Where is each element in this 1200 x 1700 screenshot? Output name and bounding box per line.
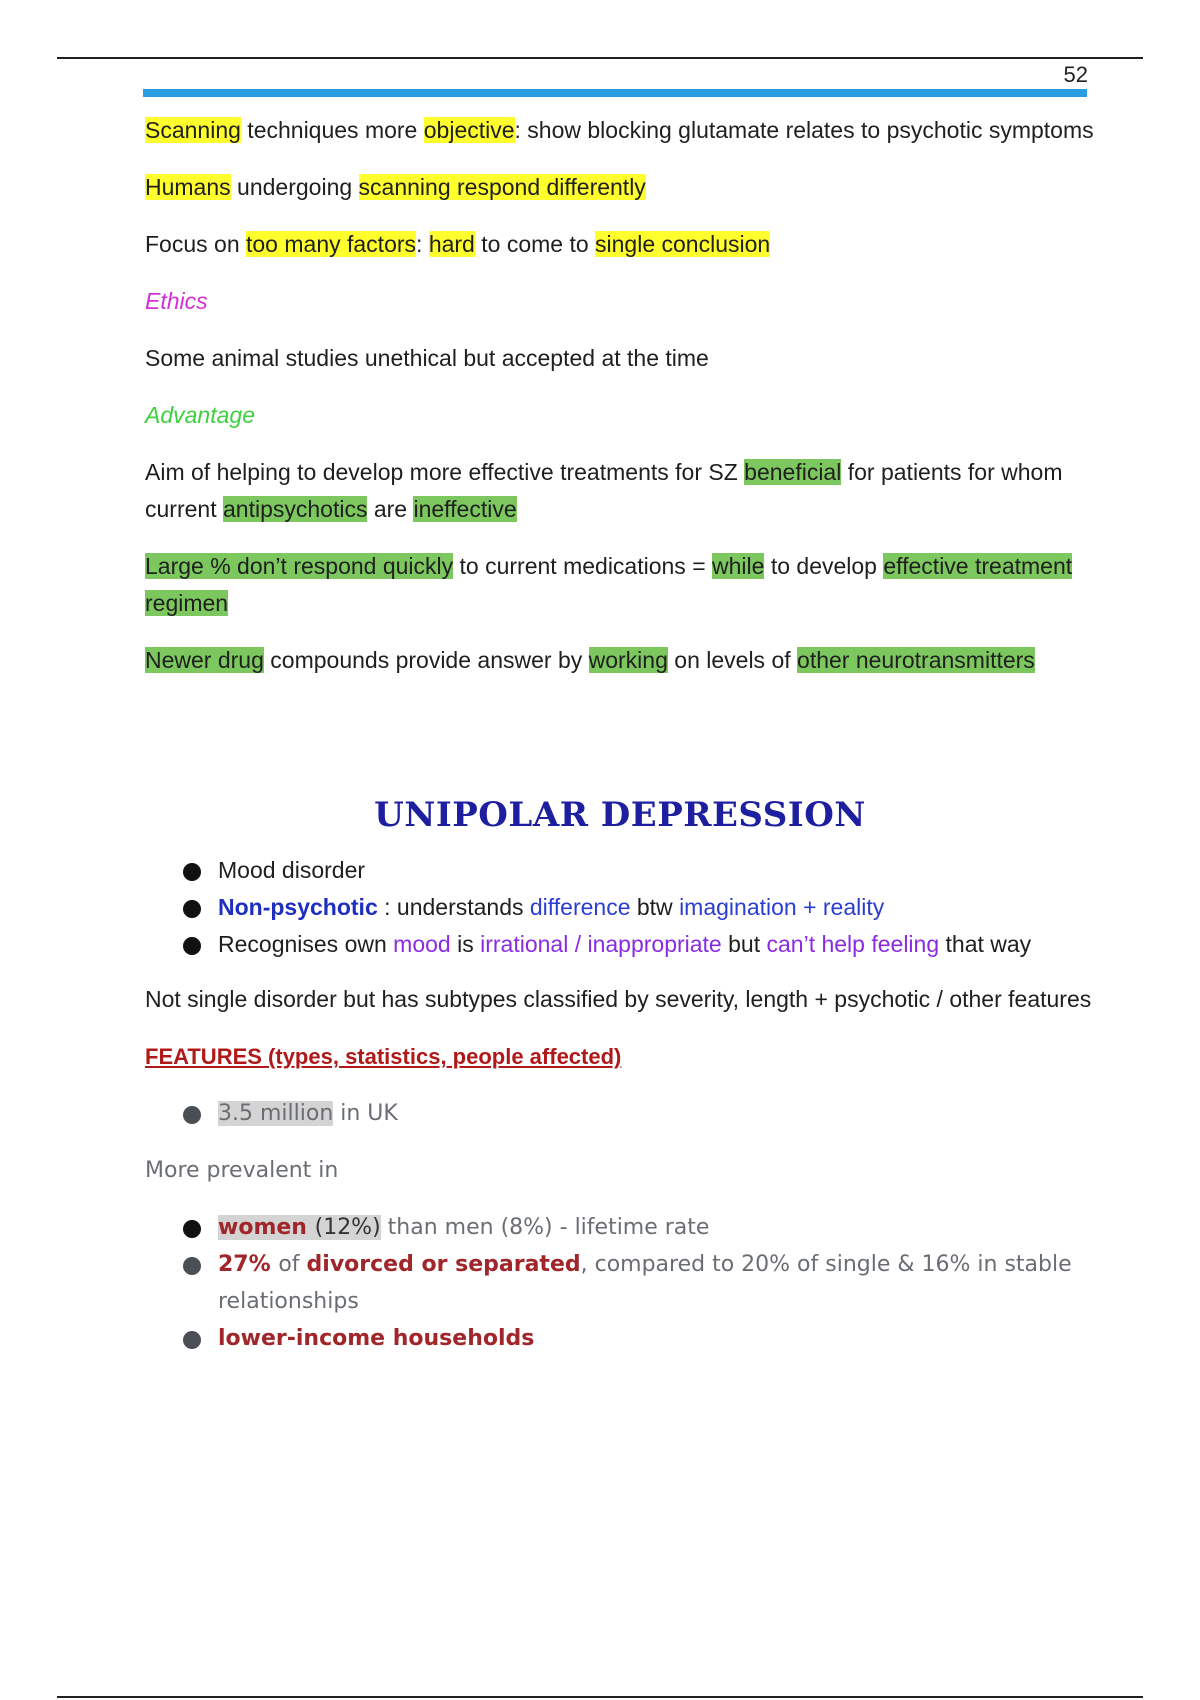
text: to current medications = xyxy=(453,553,713,579)
bullet-icon xyxy=(183,1257,201,1275)
prevalence-bullet-list xyxy=(145,1209,1095,1357)
highlight-text: antipsychotics xyxy=(222,496,368,522)
text: Focus on xyxy=(145,231,246,257)
list-item xyxy=(145,852,1095,889)
list-item xyxy=(145,1320,1095,1357)
list-item xyxy=(145,1209,1095,1246)
text: are xyxy=(367,496,414,522)
highlight-text: Humans xyxy=(145,174,231,200)
text: than men (8%) - lifetime rate xyxy=(380,1215,710,1240)
bullet-icon xyxy=(183,1331,201,1349)
text: lower-income households xyxy=(218,1326,535,1351)
text: mood xyxy=(393,931,451,957)
text: irrational / inappropriate xyxy=(480,931,722,957)
text: : understands xyxy=(377,894,530,920)
section-title: UNIPOLAR DEPRESSION xyxy=(374,795,866,835)
text: Non-psychotic xyxy=(218,894,378,920)
text: on levels of xyxy=(667,647,798,673)
highlight-text: effective treatment regimen xyxy=(145,553,1073,616)
header-accent-bar xyxy=(143,89,1087,97)
bullet-icon xyxy=(183,937,201,955)
stat-bullet-list xyxy=(145,1095,1095,1132)
paragraph-humans xyxy=(145,169,1095,206)
highlight-text: Scanning xyxy=(145,117,241,143)
paragraph-scanning xyxy=(145,112,1095,149)
paragraph-animal-studies: Some animal studies unethical but accepted at the time xyxy=(145,345,709,371)
text: btw xyxy=(630,894,680,920)
highlight-text: Large % don’t respond quickly xyxy=(145,553,454,579)
highlight-text: Newer drug xyxy=(145,647,264,673)
top-rule xyxy=(57,57,1143,59)
text: divorced or separated xyxy=(306,1252,581,1277)
paragraph-focus xyxy=(145,226,1095,263)
text: to come to xyxy=(474,231,596,257)
text: 27% xyxy=(218,1252,279,1277)
highlight-text: hard xyxy=(428,231,475,257)
highlight-text: working xyxy=(588,647,668,673)
more-prevalent-label: More prevalent in xyxy=(145,1158,339,1183)
paragraph-subtypes: Not single disorder but has subtypes classified by severity, length + psychotic / other features xyxy=(145,986,1092,1012)
text: Recognises own xyxy=(218,931,394,957)
text: difference xyxy=(529,894,631,920)
text: Aim of helping to develop more effective treatments for SZ xyxy=(145,459,745,485)
ethics-heading: Ethics xyxy=(145,288,208,314)
paragraph-large-percent xyxy=(145,548,1095,622)
highlight-text: while xyxy=(712,553,765,579)
text: : show blocking glutamate relates to psychotic symptoms xyxy=(514,117,1094,143)
text: compounds provide answer by xyxy=(263,647,589,673)
highlight-text: (12%) xyxy=(314,1215,381,1240)
list-item xyxy=(145,926,1095,963)
highlight-text: ineffective xyxy=(413,496,517,522)
list-item xyxy=(145,1246,1095,1320)
list-item xyxy=(145,889,1095,926)
page-number: 52 xyxy=(1063,62,1088,87)
paragraph-newer-drug xyxy=(145,642,1095,679)
advantage-heading: Advantage xyxy=(145,402,255,428)
bullet-icon xyxy=(183,900,201,918)
highlight-text: beneficial xyxy=(744,459,842,485)
text: but xyxy=(721,931,767,957)
highlight-text: other neurotransmitters xyxy=(797,647,1035,673)
text: of xyxy=(278,1252,307,1277)
features-heading: FEATURES (types, statistics, people affected) xyxy=(145,1044,622,1069)
highlight-text: 3.5 million xyxy=(218,1101,334,1126)
text: in UK xyxy=(333,1101,398,1126)
text: can’t help feeling xyxy=(766,931,940,957)
bullet-icon xyxy=(183,863,201,881)
text: techniques more xyxy=(240,117,424,143)
text: : xyxy=(416,231,429,257)
text: is xyxy=(450,931,481,957)
text: imagination + reality xyxy=(679,894,885,920)
highlight-text: women xyxy=(218,1215,315,1240)
text: undergoing xyxy=(230,174,359,200)
highlight-text: too many factors xyxy=(246,231,417,257)
highlight-text: objective xyxy=(423,117,515,143)
highlight-text: scanning respond differently xyxy=(358,174,646,200)
definition-bullet-list xyxy=(145,852,1095,963)
paragraph-aim xyxy=(145,454,1095,528)
bullet-icon xyxy=(183,1106,201,1124)
list-item xyxy=(145,1095,1095,1132)
highlight-text: single conclusion xyxy=(595,231,771,257)
text: for patients for whom current xyxy=(145,459,1063,522)
bullet-icon xyxy=(183,1220,201,1238)
text: Mood disorder xyxy=(218,857,366,883)
page-content xyxy=(145,112,1095,1375)
text: to develop xyxy=(764,553,884,579)
text: , compared to 20% of single & 16% in stable relationships xyxy=(218,1252,1072,1314)
text: that way xyxy=(939,931,1032,957)
bottom-rule xyxy=(57,1696,1143,1698)
